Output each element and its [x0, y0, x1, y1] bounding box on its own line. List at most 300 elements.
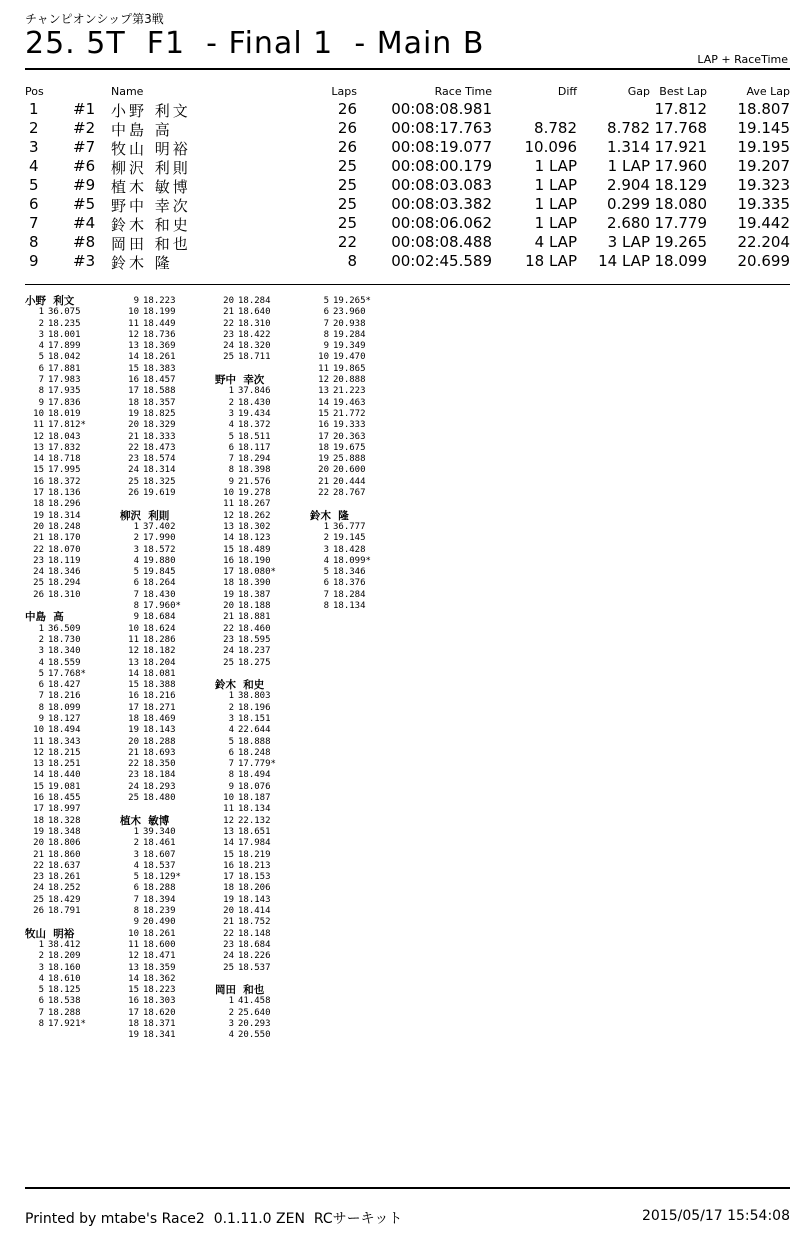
lap-number: 6	[228, 442, 234, 453]
lap-time: 18.134	[238, 804, 271, 815]
lap-number: 4	[133, 860, 139, 871]
lap-number: 13	[223, 521, 234, 532]
result-diff: 1 LAP	[534, 176, 577, 194]
lap-entry	[25, 793, 120, 804]
lap-number: 11	[33, 420, 44, 431]
lap-number: 13	[33, 759, 44, 770]
lap-entry	[310, 420, 405, 431]
lap-time: 18.310	[238, 318, 271, 329]
result-diff: 8.782	[534, 119, 577, 137]
lap-time: 18.209	[48, 951, 81, 962]
lap-time: 18.341	[143, 1030, 176, 1041]
lap-entry	[25, 827, 120, 838]
lap-number: 18	[33, 499, 44, 510]
lap-entry	[120, 578, 215, 589]
lap-entry	[215, 398, 310, 409]
lap-time: 18.288	[143, 883, 176, 894]
lap-number: 19	[33, 826, 44, 837]
lap-number: 7	[38, 691, 44, 702]
lap-number: 5	[228, 736, 234, 747]
lap-time: 18.538	[48, 996, 81, 1007]
lap-number: 12	[128, 646, 139, 657]
lap-number: 4	[133, 555, 139, 566]
lap-entry	[215, 804, 310, 815]
lap-time: 18.346	[48, 567, 81, 578]
lap-entry	[25, 319, 120, 330]
lap-time: 18.383	[143, 363, 176, 374]
lap-time: 18.390	[238, 578, 271, 589]
lap-time: 18.294	[238, 454, 271, 465]
lap-time: 25.888	[333, 454, 366, 465]
lap-number: 7	[38, 375, 44, 386]
lap-entry	[120, 454, 215, 465]
result-ave: 19.207	[737, 157, 790, 175]
result-pos: 1	[29, 100, 39, 118]
lap-entry	[120, 296, 215, 307]
lap-number: 1	[228, 691, 234, 702]
lap-entry	[215, 296, 310, 307]
lap-time: 18.288	[143, 736, 176, 747]
lap-entry	[25, 578, 120, 589]
lap-time: 19.845	[143, 567, 176, 578]
lap-number: 18	[223, 578, 234, 589]
lap-entry	[215, 725, 310, 736]
result-ave: 19.195	[737, 138, 790, 156]
lap-entry	[25, 703, 120, 714]
lap-entry	[215, 850, 310, 861]
lap-number: 22	[318, 488, 329, 499]
lap-time: 18.343	[48, 736, 81, 747]
lap-number: 11	[223, 804, 234, 815]
lap-time: 18.267	[238, 499, 271, 510]
result-name: 岡田 和也	[111, 235, 191, 253]
lap-entry	[215, 409, 310, 420]
result-pos: 9	[29, 252, 39, 270]
lap-entry	[25, 782, 120, 793]
lap-entry	[120, 985, 215, 996]
lap-number: 11	[128, 318, 139, 329]
lap-entry	[215, 737, 310, 748]
lap-time: 18.226	[238, 951, 271, 962]
lap-number: 18	[318, 442, 329, 453]
lap-entry	[215, 352, 310, 363]
lap-entry	[120, 793, 215, 804]
lap-number: 9	[133, 296, 139, 306]
lap-number: 6	[38, 680, 44, 691]
lap-time: 36.075	[48, 307, 81, 318]
lap-number: 16	[128, 691, 139, 702]
result-pos: 5	[29, 176, 39, 194]
lap-time: 41.458	[238, 996, 271, 1007]
lap-time: 18.572	[143, 544, 176, 555]
lap-time: 18.494	[48, 725, 81, 736]
lap-number: 5	[38, 985, 44, 996]
result-laps: 22	[337, 233, 357, 251]
lap-number: 22	[223, 928, 234, 939]
lap-entry	[120, 545, 215, 556]
lap-time: 20.293	[238, 1019, 271, 1029]
lap-time: 18.099	[48, 702, 81, 713]
lap-number: 21	[223, 307, 234, 318]
lap-entry	[120, 895, 215, 906]
result-name: 柳沢 利則	[111, 159, 191, 177]
lap-entry	[215, 782, 310, 793]
lap-time: 18.711	[238, 352, 271, 363]
lap-time: 18.637	[48, 860, 81, 871]
lap-time: 17.935	[48, 386, 81, 397]
lap-number: 15	[128, 985, 139, 996]
result-gap: 1 LAP	[607, 157, 650, 175]
lap-time: 18.860	[48, 849, 81, 860]
lap-entry	[310, 409, 405, 420]
lap-time: 18.219	[238, 849, 271, 860]
lap-entry	[120, 658, 215, 669]
lap-entry	[120, 996, 215, 1007]
lap-entry	[120, 759, 215, 770]
lap-time: 19.434	[238, 408, 271, 419]
result-ave: 18.807	[737, 100, 790, 118]
lap-number: 21	[223, 612, 234, 623]
results-header-row	[25, 85, 790, 100]
lap-number: 12	[128, 951, 139, 962]
lap-time: 18.333	[143, 431, 176, 442]
lap-number: 17	[223, 872, 234, 883]
lap-entry	[215, 465, 310, 476]
lap-number: 25	[128, 793, 139, 804]
driver-name-heading: 岡田 和也	[215, 984, 265, 997]
lap-time: 20.550	[238, 1030, 271, 1041]
lap-time: 18.362	[143, 973, 176, 984]
lap-number: 19	[33, 510, 44, 521]
lap-entry	[215, 917, 310, 928]
lap-entry	[215, 748, 310, 759]
lap-time: 18.252	[48, 883, 81, 894]
lap-entry	[25, 499, 120, 510]
lap-entry	[215, 488, 310, 499]
lap-number: 22	[223, 318, 234, 329]
lap-time: 18.148	[238, 928, 271, 939]
lap-entry	[120, 624, 215, 635]
lap-time: 18.350	[143, 759, 176, 770]
lap-number: 16	[318, 420, 329, 431]
lap-entry	[120, 714, 215, 725]
lap-number: 1	[38, 623, 44, 634]
lap-time: 18.248	[238, 747, 271, 758]
lap-number: 5	[38, 352, 44, 363]
lap-time: 20.490	[143, 917, 176, 928]
lap-entry	[25, 669, 120, 680]
lap-entry	[310, 398, 405, 409]
result-no: #9	[73, 176, 96, 194]
lap-time: 38.412	[48, 939, 81, 950]
lap-time: 18.489	[238, 544, 271, 555]
lap-entry	[215, 612, 310, 623]
lap-time: 18.275	[238, 657, 271, 668]
lap-number: 25	[33, 578, 44, 589]
result-diff: 1 LAP	[534, 195, 577, 213]
lap-entry	[120, 364, 215, 375]
lap-number: 19	[223, 894, 234, 905]
lap-number: 15	[128, 680, 139, 691]
lap-time: 17.995	[48, 465, 81, 476]
lap-entry	[215, 906, 310, 917]
lap-entry	[215, 624, 310, 635]
lap-number: 7	[133, 589, 139, 600]
lap-entry	[215, 816, 310, 827]
lap-entry	[120, 861, 215, 872]
driver-name-heading: 鈴木 隆	[310, 509, 349, 522]
lap-entry	[310, 330, 405, 341]
lap-number: 7	[133, 894, 139, 905]
lap-time: 17.768*	[48, 668, 86, 679]
lap-number: 9	[38, 713, 44, 724]
lap-time: 17.921*	[48, 1019, 86, 1029]
lap-entry	[310, 307, 405, 318]
lap-time: 18.070	[48, 544, 81, 555]
result-no: #6	[73, 157, 96, 175]
lap-number: 24	[128, 465, 139, 476]
lap-entry	[120, 669, 215, 680]
lap-number: 18	[128, 1019, 139, 1029]
footer-timestamp: 2015/05/17 15:54:08	[641, 1208, 790, 1224]
lap-time: 18.457	[143, 375, 176, 386]
lap-number: 10	[223, 488, 234, 499]
lap-time: 18.134	[333, 601, 366, 612]
lap-time: 18.461	[143, 838, 176, 849]
lap-number: 8	[38, 386, 44, 397]
lap-entry	[25, 737, 120, 748]
lap-number: 17	[128, 386, 139, 397]
result-ave: 20.699	[737, 252, 790, 270]
lap-entry	[215, 443, 310, 454]
lap-time: 17.899	[48, 341, 81, 352]
lap-time: 18.387	[238, 589, 271, 600]
lap-entry	[215, 838, 310, 849]
lap-time: 18.143	[238, 894, 271, 905]
lap-time: 25.640	[238, 1007, 271, 1018]
lap-entry	[215, 714, 310, 725]
lap-number: 7	[323, 318, 329, 329]
lap-time: 18.511	[238, 431, 271, 442]
result-pos: 3	[29, 138, 39, 156]
lap-entry	[25, 545, 120, 556]
lap-number: 26	[33, 589, 44, 600]
lap-time: 18.346	[333, 567, 366, 578]
lap-time: 18.302	[238, 521, 271, 532]
lap-entry	[25, 590, 120, 601]
lap-number: 22	[33, 860, 44, 871]
lap-entry	[310, 465, 405, 476]
report-type-label: LAP + RaceTime	[697, 53, 788, 66]
lap-entry	[215, 319, 310, 330]
lap-number: 10	[33, 725, 44, 736]
lap-number: 2	[38, 951, 44, 962]
driver-name-heading: 野中 幸次	[215, 374, 265, 387]
lap-time: 18.261	[143, 352, 176, 363]
result-no: #3	[73, 252, 96, 270]
lap-entry	[120, 319, 215, 330]
result-time: 00:08:08.488	[391, 233, 492, 251]
lap-number: 2	[228, 1007, 234, 1018]
lap-entry	[25, 522, 120, 533]
lap-entry	[310, 432, 405, 443]
lap-entry	[25, 985, 120, 996]
result-diff: 10.096	[524, 138, 577, 156]
lap-time: 22.132	[238, 815, 271, 826]
result-name: 牧山 明裕	[111, 140, 191, 158]
lap-entry	[215, 545, 310, 556]
lap-number: 19	[128, 408, 139, 419]
lap-number: 14	[128, 973, 139, 984]
lap-number: 3	[38, 329, 44, 340]
lap-time: 18.223	[143, 296, 176, 306]
lap-time: 18.325	[143, 476, 176, 487]
lap-time: 19.470	[333, 352, 366, 363]
lap-time: 18.574	[143, 454, 176, 465]
lap-column	[310, 296, 405, 612]
lap-entry	[25, 341, 120, 352]
lap-number: 17	[223, 567, 234, 578]
driver-name-heading: 鈴木 和史	[215, 679, 265, 692]
lap-entry	[25, 725, 120, 736]
lap-time: 17.984	[238, 838, 271, 849]
lap-number: 12	[223, 815, 234, 826]
result-ave: 19.335	[737, 195, 790, 213]
lap-entry	[25, 996, 120, 1007]
lap-number: 11	[128, 634, 139, 645]
lap-entry	[25, 352, 120, 363]
lap-number: 9	[323, 341, 329, 352]
lap-entry	[120, 590, 215, 601]
lap-time: 17.812*	[48, 420, 86, 431]
lap-entry	[120, 929, 215, 940]
lap-entry	[120, 635, 215, 646]
results-body	[25, 100, 790, 271]
lap-time: 20.938	[333, 318, 366, 329]
footer-printed-by: Printed by mtabe's Race2 0.1.11.0 ZEN RCサーキット	[25, 1211, 403, 1227]
lap-entry	[25, 714, 120, 725]
lap-entry	[120, 488, 215, 499]
lap-number: 9	[133, 917, 139, 928]
lap-number: 1	[38, 939, 44, 950]
lap-entry	[120, 691, 215, 702]
lap-number: 8	[38, 1019, 44, 1029]
result-no: #1	[73, 100, 96, 118]
lap-number: 24	[223, 646, 234, 657]
result-row	[25, 100, 790, 119]
lap-time: 18.206	[238, 883, 271, 894]
lap-time: 18.136	[48, 488, 81, 499]
lap-number: 20	[128, 420, 139, 431]
lap-time: 18.127	[48, 713, 81, 724]
col-header-pos: Pos	[25, 85, 44, 98]
lap-number: 25	[33, 894, 44, 905]
lap-entry	[120, 443, 215, 454]
lap-time: 18.271	[143, 702, 176, 713]
lap-entry	[310, 488, 405, 499]
lap-number: 16	[33, 793, 44, 804]
lap-entry	[25, 816, 120, 827]
lap-time: 18.303	[143, 996, 176, 1007]
result-row	[25, 176, 790, 195]
lap-number: 8	[133, 906, 139, 917]
result-ave: 22.204	[737, 233, 790, 251]
lap-number: 11	[223, 499, 234, 510]
lap-number: 16	[128, 996, 139, 1007]
lap-number: 7	[38, 1007, 44, 1018]
lap-entry	[120, 974, 215, 985]
lap-time: 18.261	[143, 928, 176, 939]
lap-time: 18.422	[238, 329, 271, 340]
lap-entry	[215, 1030, 310, 1041]
lap-number: 20	[128, 736, 139, 747]
lap-number: 20	[318, 465, 329, 476]
lap-number: 14	[223, 533, 234, 544]
lap-entry	[25, 443, 120, 454]
lap-time: 18.600	[143, 939, 176, 950]
result-laps: 25	[337, 195, 357, 213]
lap-time: 18.340	[48, 646, 81, 657]
result-laps: 26	[337, 100, 357, 118]
lap-entry	[215, 793, 310, 804]
lap-number: 17	[33, 804, 44, 815]
lap-entry	[215, 827, 310, 838]
lap-time: 18.288	[48, 1007, 81, 1018]
lap-entry	[25, 940, 120, 951]
result-best: 17.812	[654, 100, 707, 118]
lap-number: 18	[223, 883, 234, 894]
lap-time: 19.265*	[333, 296, 371, 306]
lap-time: 18.449	[143, 318, 176, 329]
lap-number: 26	[128, 488, 139, 499]
lap-entry	[120, 906, 215, 917]
lap-number: 20	[33, 521, 44, 532]
lap-number: 12	[33, 747, 44, 758]
lap-entry	[120, 872, 215, 883]
lap-number: 26	[33, 906, 44, 917]
lap-time: 18.294	[48, 578, 81, 589]
lap-number: 9	[228, 476, 234, 487]
lap-entry	[120, 940, 215, 951]
result-diff: 1 LAP	[534, 157, 577, 175]
lap-entry	[215, 511, 310, 522]
lap-entry	[310, 578, 405, 589]
lap-time: 18.471	[143, 951, 176, 962]
lap-entry	[215, 883, 310, 894]
lap-number: 6	[228, 747, 234, 758]
col-header-name: Name	[111, 85, 144, 98]
lap-time: 18.537	[238, 962, 271, 973]
result-pos: 4	[29, 157, 39, 175]
lap-number: 3	[323, 544, 329, 555]
lap-time: 28.767	[333, 488, 366, 499]
lap-time: 18.460	[238, 623, 271, 634]
lap-number: 10	[128, 928, 139, 939]
driver-name-heading: 小野 利文	[25, 295, 75, 307]
result-best: 18.099	[654, 252, 707, 270]
lap-entry	[25, 883, 120, 894]
lap-number: 7	[228, 759, 234, 770]
lap-number: 21	[318, 476, 329, 487]
lap-number: 23	[128, 454, 139, 465]
lap-number: 24	[223, 341, 234, 352]
lap-time: 36.509	[48, 623, 81, 634]
lap-number: 3	[228, 408, 234, 419]
lap-entry	[25, 895, 120, 906]
lap-time: 18.359	[143, 962, 176, 973]
results-divider	[25, 284, 790, 285]
lap-entry	[215, 1008, 310, 1019]
